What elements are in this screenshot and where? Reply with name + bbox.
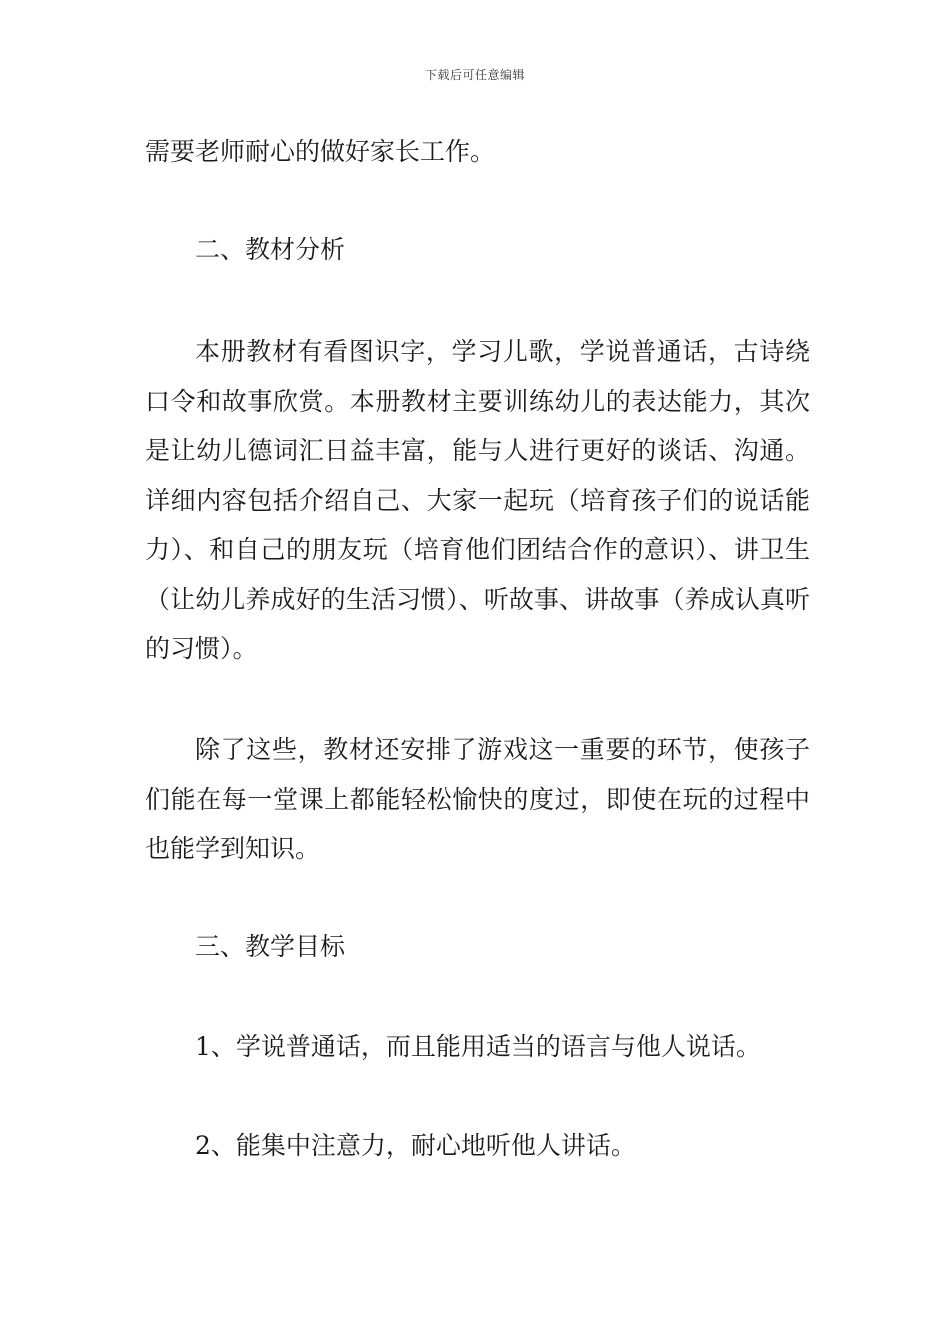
goal-item-2: 2、能集中注意力，耐心地听他人讲话。: [195, 1131, 636, 1160]
goal-item-1: 1、学说普通话，而且能用适当的语言与他人说话。: [195, 1032, 761, 1061]
paragraph-games: 除了这些，教材还安排了游戏这一重要的环节，使孩子们能在每一堂课上都能轻松愉快的度过，即使在玩的过程中也能学到知识。: [145, 735, 810, 863]
paragraph-continuation: 需要老师耐心的做好家长工作。: [145, 137, 496, 166]
page-header: 下载后可任意编辑: [424, 68, 525, 82]
section-heading-materials: 二、教材分析: [195, 235, 346, 264]
section-heading-goals: 三、教学目标: [195, 932, 346, 961]
paragraph-materials: 本册教材有看图识字，学习儿歌，学说普通话，古诗绕口令和故事欣赏。本册教材主要训练幼儿的表达能力，其次是让幼儿德词汇日益丰富，能与人进行更好的谈话、沟通。详细内容包括介绍自己、大家一起玩（培育孩子们的说话能力）、和自己的朋友玩（培育他们团结合作的意识）、讲卫生（让幼儿养成好的生活习惯）、听故事、讲故事（养成认真听的习惯）。: [145, 337, 810, 663]
